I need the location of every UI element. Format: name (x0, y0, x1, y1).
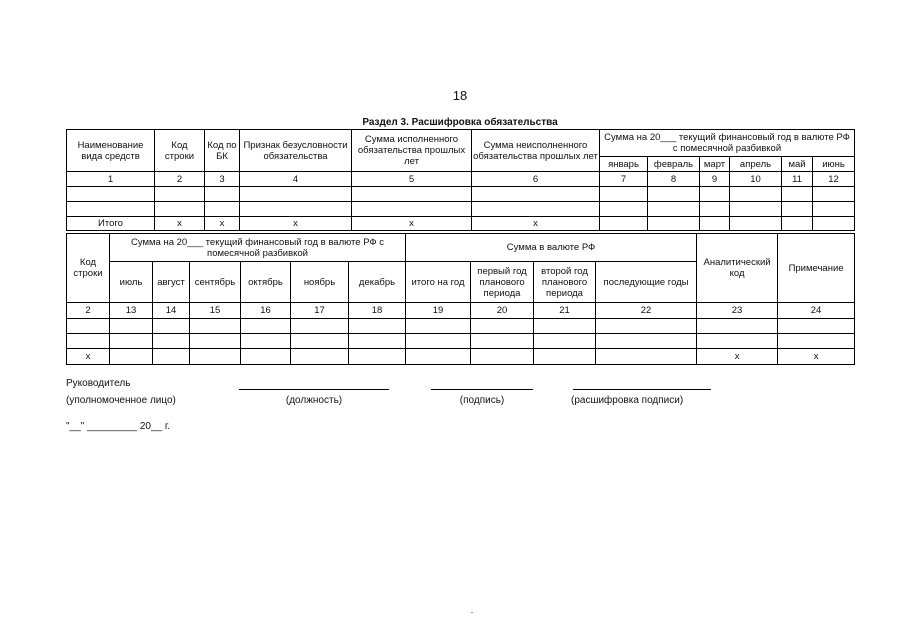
table-cell[interactable] (352, 187, 472, 202)
total-cell[interactable] (291, 349, 349, 365)
table-cell[interactable] (155, 187, 205, 202)
total-cell: x (205, 217, 240, 231)
column-number: 16 (241, 303, 291, 319)
total-cell[interactable] (471, 349, 534, 365)
table-cell[interactable] (534, 319, 596, 334)
page-number: 18 (452, 88, 468, 103)
column-number: 17 (291, 303, 349, 319)
column-numbers-row (67, 172, 855, 187)
month-header: март (700, 157, 730, 172)
header-sign: Признак безусловности обязательства (240, 130, 352, 172)
table-cell[interactable] (110, 319, 153, 334)
signature-caption: (подпись) (459, 395, 505, 406)
header-code: Код строки (67, 234, 110, 303)
table-cell[interactable] (472, 202, 600, 217)
total-cell[interactable] (648, 217, 700, 231)
table-cell[interactable] (782, 202, 813, 217)
table-cell[interactable] (730, 202, 782, 217)
column-number: 2 (155, 172, 205, 187)
month-header: февраль (648, 157, 700, 172)
month-header: октябрь (241, 262, 291, 303)
column-number: 5 (352, 172, 472, 187)
table-cell[interactable] (406, 334, 471, 349)
table-cell[interactable] (648, 187, 700, 202)
header-unexecuted: Сумма неисполненного обязательства прошлых лет (472, 130, 600, 172)
head-label: Руководитель (66, 378, 131, 389)
month-header: июнь (813, 157, 855, 172)
total-cell[interactable] (153, 349, 190, 365)
total-cell[interactable] (782, 217, 813, 231)
header-code: Код строки (155, 130, 205, 172)
sub-header: первый год планового периода (471, 262, 534, 303)
table-cell[interactable] (153, 334, 190, 349)
table-cell[interactable] (648, 202, 700, 217)
decoding-caption: (расшифровка подписи) (571, 395, 684, 406)
column-numbers-row (67, 303, 855, 319)
table-cell[interactable] (813, 187, 855, 202)
column-number: 15 (190, 303, 241, 319)
month-header: ноябрь (291, 262, 349, 303)
total-cell[interactable] (534, 349, 596, 365)
signature-line[interactable] (431, 389, 533, 390)
table-row (67, 319, 855, 334)
table-row (67, 334, 855, 349)
table-cell[interactable] (471, 319, 534, 334)
header-current-year: Сумма на 20___ текущий финансовый год в валюте РФ с помесячной разбивкой (600, 130, 855, 157)
total-row (67, 217, 855, 231)
table-cell[interactable] (700, 187, 730, 202)
total-cell: x (472, 217, 600, 231)
total-cell: x (778, 349, 855, 365)
month-header: декабрь (349, 262, 406, 303)
sub-header: итого на год (406, 262, 471, 303)
sub-header: второй год планового периода (534, 262, 596, 303)
column-number: 6 (472, 172, 600, 187)
table-row (67, 202, 855, 217)
header-analytic: Аналитический код (697, 234, 778, 303)
column-number: 23 (697, 303, 778, 319)
sub-header: последующие годы (596, 262, 697, 303)
table-cell[interactable] (241, 319, 291, 334)
header-note: Примечание (778, 234, 855, 303)
table-cell[interactable] (700, 202, 730, 217)
total-cell: x (155, 217, 205, 231)
header-current-year: Сумма на 20___ текущий финансовый год в валюте РФ с помесячной разбивкой (110, 234, 406, 262)
table-cell[interactable] (778, 319, 855, 334)
table-cell[interactable] (697, 319, 778, 334)
table-cell[interactable] (291, 319, 349, 334)
total-cell[interactable] (813, 217, 855, 231)
total-cell[interactable] (406, 349, 471, 365)
total-label: Итого (67, 217, 155, 231)
column-number: 21 (534, 303, 596, 319)
column-number: 4 (240, 172, 352, 187)
column-number: 11 (782, 172, 813, 187)
total-cell[interactable] (241, 349, 291, 365)
header-sum-rub: Сумма в валюте РФ (406, 234, 697, 262)
table-cell[interactable] (349, 334, 406, 349)
table-cell[interactable] (205, 187, 240, 202)
table-cell[interactable] (153, 319, 190, 334)
table-cell[interactable] (471, 334, 534, 349)
table-cell[interactable] (600, 187, 648, 202)
table-cell[interactable] (155, 202, 205, 217)
column-number: 3 (205, 172, 240, 187)
table-cell[interactable] (190, 334, 241, 349)
column-number: 1 (67, 172, 155, 187)
table-cell[interactable] (778, 334, 855, 349)
section-title: Раздел 3. Расшифровка обязательства (362, 117, 558, 128)
obligation-table-1 (66, 129, 855, 231)
table-cell[interactable] (730, 187, 782, 202)
table-cell[interactable] (352, 202, 472, 217)
column-number: 10 (730, 172, 782, 187)
table-cell[interactable] (349, 319, 406, 334)
month-header: сентябрь (190, 262, 241, 303)
decoding-line[interactable] (573, 389, 711, 390)
month-header: май (782, 157, 813, 172)
table-cell[interactable] (600, 202, 648, 217)
total-cell[interactable] (700, 217, 730, 231)
total-cell: x (697, 349, 778, 365)
page-speck (471, 612, 473, 613)
total-cell[interactable] (190, 349, 241, 365)
total-cell[interactable] (730, 217, 782, 231)
month-header: январь (600, 157, 648, 172)
column-number: 20 (471, 303, 534, 319)
column-number: 24 (778, 303, 855, 319)
head-sublabel: (уполномоченное лицо) (66, 395, 176, 406)
month-header: апрель (730, 157, 782, 172)
table-cell[interactable] (596, 334, 697, 349)
total-cell: x (352, 217, 472, 231)
table-cell[interactable] (782, 187, 813, 202)
table-cell[interactable] (190, 319, 241, 334)
column-number: 13 (110, 303, 153, 319)
table-cell[interactable] (67, 187, 155, 202)
table-cell[interactable] (472, 187, 600, 202)
total-cell[interactable] (600, 217, 648, 231)
total-cell: x (67, 349, 110, 365)
column-number: 9 (700, 172, 730, 187)
date-field[interactable]: "__" _________ 20__ г. (66, 421, 171, 432)
total-row (67, 349, 855, 365)
table-cell[interactable] (67, 202, 155, 217)
obligation-table-2 (66, 233, 855, 365)
column-number: 12 (813, 172, 855, 187)
table-cell[interactable] (240, 202, 352, 217)
table-cell[interactable] (697, 334, 778, 349)
total-cell[interactable] (596, 349, 697, 365)
table-cell[interactable] (406, 319, 471, 334)
table-cell[interactable] (110, 334, 153, 349)
column-number: 7 (600, 172, 648, 187)
table-cell[interactable] (291, 334, 349, 349)
table-row (67, 187, 855, 202)
total-cell: x (240, 217, 352, 231)
total-cell[interactable] (110, 349, 153, 365)
table-cell[interactable] (534, 334, 596, 349)
column-number: 8 (648, 172, 700, 187)
total-cell[interactable] (349, 349, 406, 365)
table-cell[interactable] (205, 202, 240, 217)
column-number: 19 (406, 303, 471, 319)
position-line[interactable] (239, 389, 389, 390)
table-cell[interactable] (67, 319, 110, 334)
month-header: июль (110, 262, 153, 303)
column-number: 2 (67, 303, 110, 319)
position-caption: (должность) (285, 395, 343, 406)
table-cell[interactable] (67, 334, 110, 349)
table-cell[interactable] (813, 202, 855, 217)
column-number: 14 (153, 303, 190, 319)
month-header: август (153, 262, 190, 303)
header-executed: Сумма исполненного обязательства прошлых лет (352, 130, 472, 172)
header-bk: Код по БК (205, 130, 240, 172)
column-number: 18 (349, 303, 406, 319)
header-name: Наименование вида средств (67, 130, 155, 172)
column-number: 22 (596, 303, 697, 319)
table-cell[interactable] (596, 319, 697, 334)
table-cell[interactable] (240, 187, 352, 202)
table-cell[interactable] (241, 334, 291, 349)
